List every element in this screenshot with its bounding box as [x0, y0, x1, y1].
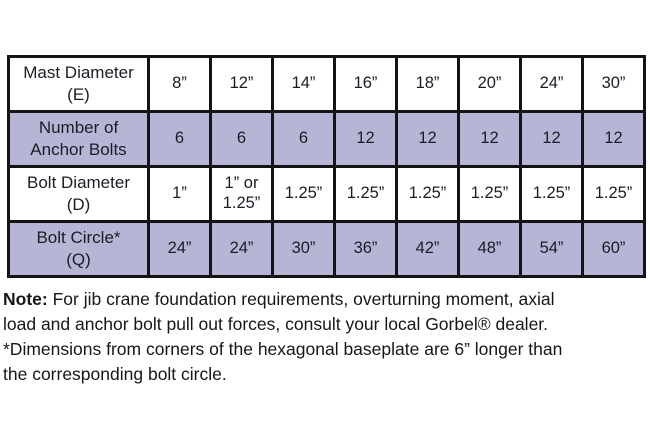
- value-cell: 48”: [459, 222, 521, 277]
- value-cell: 1.25”: [459, 167, 521, 222]
- value-cell: 1” or 1.25”: [211, 167, 273, 222]
- note-bold-label: Note:: [3, 289, 48, 309]
- value-cell: 24”: [521, 57, 583, 112]
- note-line-4: the corresponding bolt circle.: [3, 364, 227, 384]
- row-label: Number of Anchor Bolts: [9, 112, 149, 167]
- note-line-2: load and anchor bolt pull out forces, consult your local Gorbel® dealer.: [3, 314, 549, 334]
- value-cell: 1.25”: [583, 167, 645, 222]
- value-cell: 18”: [397, 57, 459, 112]
- value-cell: 42”: [397, 222, 459, 277]
- value-cell: 1.25”: [335, 167, 397, 222]
- value-cell: 20”: [459, 57, 521, 112]
- note-line-3: *Dimensions from corners of the hexagonal baseplate are 6” longer than: [3, 339, 563, 359]
- value-cell: 24”: [149, 222, 211, 277]
- value-cell: 36”: [335, 222, 397, 277]
- value-cell: 6: [211, 112, 273, 167]
- value-cell: 24”: [211, 222, 273, 277]
- value-cell: 1.25”: [273, 167, 335, 222]
- value-cell: 30”: [583, 57, 645, 112]
- value-cell: 16”: [335, 57, 397, 112]
- value-cell: 8”: [149, 57, 211, 112]
- note-line-1: [3, 287, 649, 312]
- table-row: [9, 167, 645, 222]
- value-cell: 12: [397, 112, 459, 167]
- row-label: Bolt Circle* (Q): [9, 222, 149, 277]
- spec-table-body: [9, 57, 645, 277]
- value-cell: 14”: [273, 57, 335, 112]
- table-row: [9, 112, 645, 167]
- table-row: [9, 57, 645, 112]
- note-line-1-text: For jib crane foundation requirements, overturning moment, axial: [47, 289, 555, 309]
- value-cell: 54”: [521, 222, 583, 277]
- value-cell: 12: [521, 112, 583, 167]
- value-cell: 1.25”: [397, 167, 459, 222]
- value-cell: 6: [149, 112, 211, 167]
- row-label: Bolt Diameter (D): [9, 167, 149, 222]
- value-cell: 60”: [583, 222, 645, 277]
- value-cell: 12: [583, 112, 645, 167]
- value-cell: 12: [459, 112, 521, 167]
- value-cell: 30”: [273, 222, 335, 277]
- value-cell: 1”: [149, 167, 211, 222]
- value-cell: 6: [273, 112, 335, 167]
- table-row: [9, 222, 645, 277]
- note-text: [3, 287, 649, 387]
- value-cell: 12: [335, 112, 397, 167]
- value-cell: 1.25”: [521, 167, 583, 222]
- row-label: Mast Diameter (E): [9, 57, 149, 112]
- value-cell: 12”: [211, 57, 273, 112]
- spec-table: [7, 55, 646, 278]
